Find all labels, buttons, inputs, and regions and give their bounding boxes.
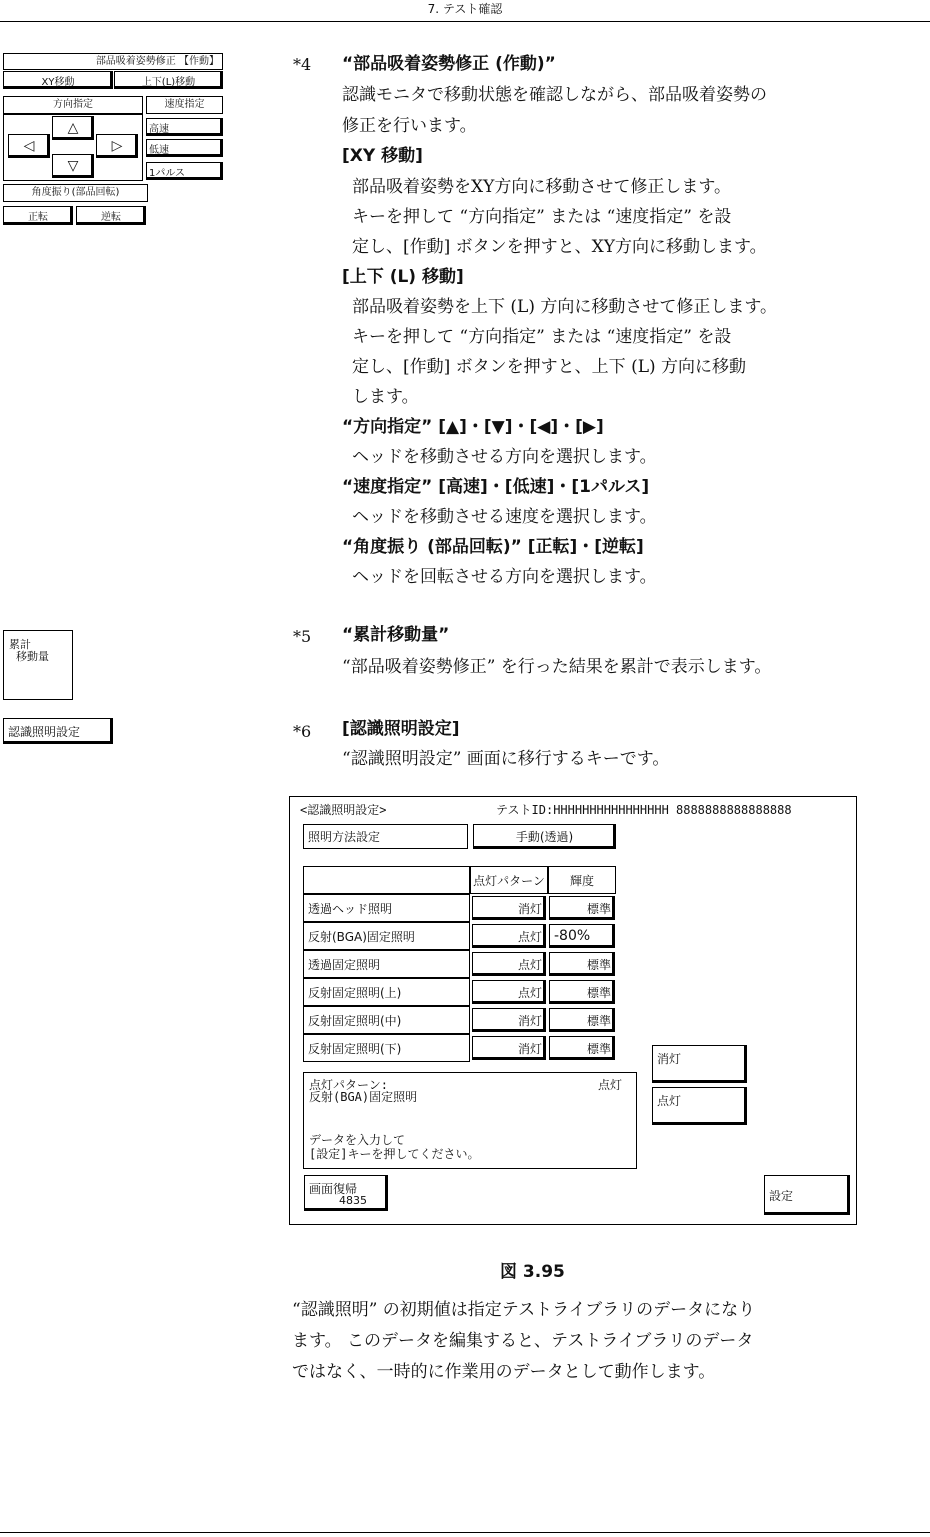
s4-xy-line-2: キーを押して “方向指定” または “速度指定” を設 (352, 207, 732, 227)
footer-line-2: ます。 このデータを編集すると、テストライブラリのデータ (292, 1331, 754, 1351)
cumulative-display (3, 630, 73, 700)
s4-line-1: 認識モニタで移動状態を確認しながら、部品吸着姿勢の (342, 85, 767, 105)
row-pattern-button[interactable]: 点灯 (472, 952, 546, 976)
mark-5: *5 (293, 627, 312, 646)
row-brightness-button[interactable]: 標準 (549, 980, 615, 1004)
row-name: 反射固定照明(中) (303, 1006, 470, 1034)
speed-label-box (146, 96, 223, 114)
row-pattern-button[interactable]: 消灯 (472, 1008, 546, 1032)
option-off-button[interactable]: 消灯 (652, 1045, 747, 1083)
s5-line: “部品吸着姿勢修正” を行った結果を累計で表示します。 (342, 657, 772, 677)
footer-line-1: “認識照明” の初期値は指定テストライブラリのデータになり (292, 1300, 756, 1320)
row-brightness-button[interactable]: 標準 (549, 1008, 615, 1032)
angle-label: 角度振り(部品回転) (31, 187, 120, 198)
s4-ang-line: ヘッドを回転させる方向を選択します。 (352, 567, 657, 587)
mark-6: *6 (293, 722, 312, 741)
light-setting-dialog (289, 796, 857, 1225)
reverse-button[interactable]: 逆転 (76, 206, 146, 225)
arrow-down-button[interactable]: ▽ (52, 154, 94, 178)
s4-ang-title: “角度振り (部品回転)” [正転]・[逆転] (342, 537, 644, 557)
s4-xy-line-3: 定し、[作動] ボタンを押すと、XY方向に移動します。 (352, 237, 767, 257)
s4-spd-line: ヘッドを移動させる速度を選択します。 (352, 507, 657, 527)
row-brightness-button[interactable]: 標準 (549, 896, 615, 920)
speed-low-button[interactable]: 低速 (146, 139, 223, 157)
row-name: 透過ヘッド照明 (303, 894, 470, 922)
s4-line-2: 修正を行います。 (342, 116, 477, 136)
direction-label-box (3, 96, 143, 114)
arrow-right-button[interactable]: ▷ (96, 134, 138, 158)
info-line-2: 反射(BGA)固定照明 (309, 1090, 418, 1104)
speed-pulse-button[interactable]: 1パルス (146, 162, 223, 180)
xy-move-button[interactable]: XY移動 (3, 71, 113, 89)
dialog-title: <認識照明設定> (300, 803, 387, 817)
info-line-3: データを入力して (309, 1133, 406, 1147)
figure-caption: 図 3.95 (500, 1262, 565, 1282)
col-pattern-header: 点灯パターン (470, 866, 548, 894)
row-brightness-button[interactable]: -80% (549, 924, 615, 948)
info-line-1: 点灯パターン: (309, 1078, 388, 1092)
header-rule (0, 21, 930, 22)
row-pattern-button[interactable]: 消灯 (472, 1036, 546, 1060)
row-name: 反射固定照明(上) (303, 978, 470, 1006)
arrow-left-button[interactable]: ◁ (8, 134, 50, 158)
s4-ud-line-4: します。 (352, 387, 419, 407)
return-code: 4835 (339, 1194, 367, 1207)
s4-spd-title: “速度指定” [高速]・[低速]・[1パルス] (342, 477, 650, 497)
info-value: 点灯 (598, 1078, 623, 1092)
table-header-blank (303, 866, 470, 894)
s4-ud-title: [上下 (L) 移動] (342, 267, 464, 287)
s4-ud-line-1: 部品吸着姿勢を上下 (L) 方向に移動させて修正します。 (352, 297, 778, 317)
speed-high-button[interactable]: 高速 (146, 118, 223, 136)
return-label: 画面復帰 (309, 1182, 358, 1196)
cumulative-label-1: 累計 (9, 638, 31, 651)
page-header: 7. テスト確認 (427, 2, 503, 16)
up-down-move-button[interactable]: 上下(L)移動 (114, 71, 223, 89)
angle-label-box (3, 184, 148, 202)
method-value-button[interactable]: 手動(透過) (473, 824, 616, 849)
row-pattern-button[interactable]: 点灯 (472, 980, 546, 1004)
s4-ud-line-3: 定し、[作動] ボタンを押すと、上下 (L) 方向に移動 (352, 357, 747, 377)
pose-title: 部品吸着姿勢修正 【作動】 (95, 55, 219, 67)
s6-line: “認識照明設定” 画面に移行するキーです。 (342, 749, 670, 769)
set-button[interactable]: 設定 (764, 1175, 850, 1215)
option-on-button[interactable]: 点灯 (652, 1087, 747, 1125)
mark-4: *4 (293, 55, 312, 74)
s4-ud-line-2: キーを押して “方向指定” または “速度指定” を設 (352, 327, 732, 347)
s4-title: “部品吸着姿勢修正 (作動)” (342, 54, 556, 74)
footer-rule (0, 1532, 930, 1533)
light-setting-button[interactable]: 認識照明設定 (3, 718, 113, 744)
direction-label: 方向指定 (53, 99, 93, 110)
footer-line-3: ではなく、一時的に作業用のデータとして動作します。 (292, 1362, 716, 1382)
s4-xy-title: [XY 移動] (342, 146, 423, 166)
s5-title: “累計移動量” (342, 625, 450, 645)
row-brightness-button[interactable]: 標準 (549, 1036, 615, 1060)
s4-dir-line: ヘッドを移動させる方向を選択します。 (352, 447, 657, 467)
dialog-test-id: テストID:HHHHHHHHHHHHHHHH 8888888888888888 (496, 803, 792, 817)
cumulative-label-2: 移動量 (16, 650, 49, 663)
col-brightness-header: 輝度 (548, 866, 616, 894)
s6-title: [認識照明設定] (342, 719, 460, 739)
s4-xy-line-1: 部品吸着姿勢をXY方向に移動させて修正します。 (352, 177, 731, 197)
method-label: 照明方法設定 (303, 824, 468, 849)
row-name: 透過固定照明 (303, 950, 470, 978)
speed-label: 速度指定 (164, 99, 205, 110)
arrow-up-button[interactable]: △ (52, 116, 94, 140)
return-button[interactable] (304, 1175, 388, 1211)
row-name: 反射(BGA)固定照明 (303, 922, 470, 950)
row-pattern-button[interactable]: 点灯 (472, 924, 546, 948)
row-pattern-button[interactable]: 消灯 (472, 896, 546, 920)
s4-dir-title: “方向指定” [▲]・[▼]・[◀]・[▶] (342, 417, 604, 437)
info-line-4: [設定]キーを押してください。 (309, 1147, 480, 1161)
pose-title-box (3, 53, 223, 70)
row-name: 反射固定照明(下) (303, 1034, 470, 1062)
row-brightness-button[interactable]: 標準 (549, 952, 615, 976)
forward-button[interactable]: 正転 (3, 206, 73, 225)
